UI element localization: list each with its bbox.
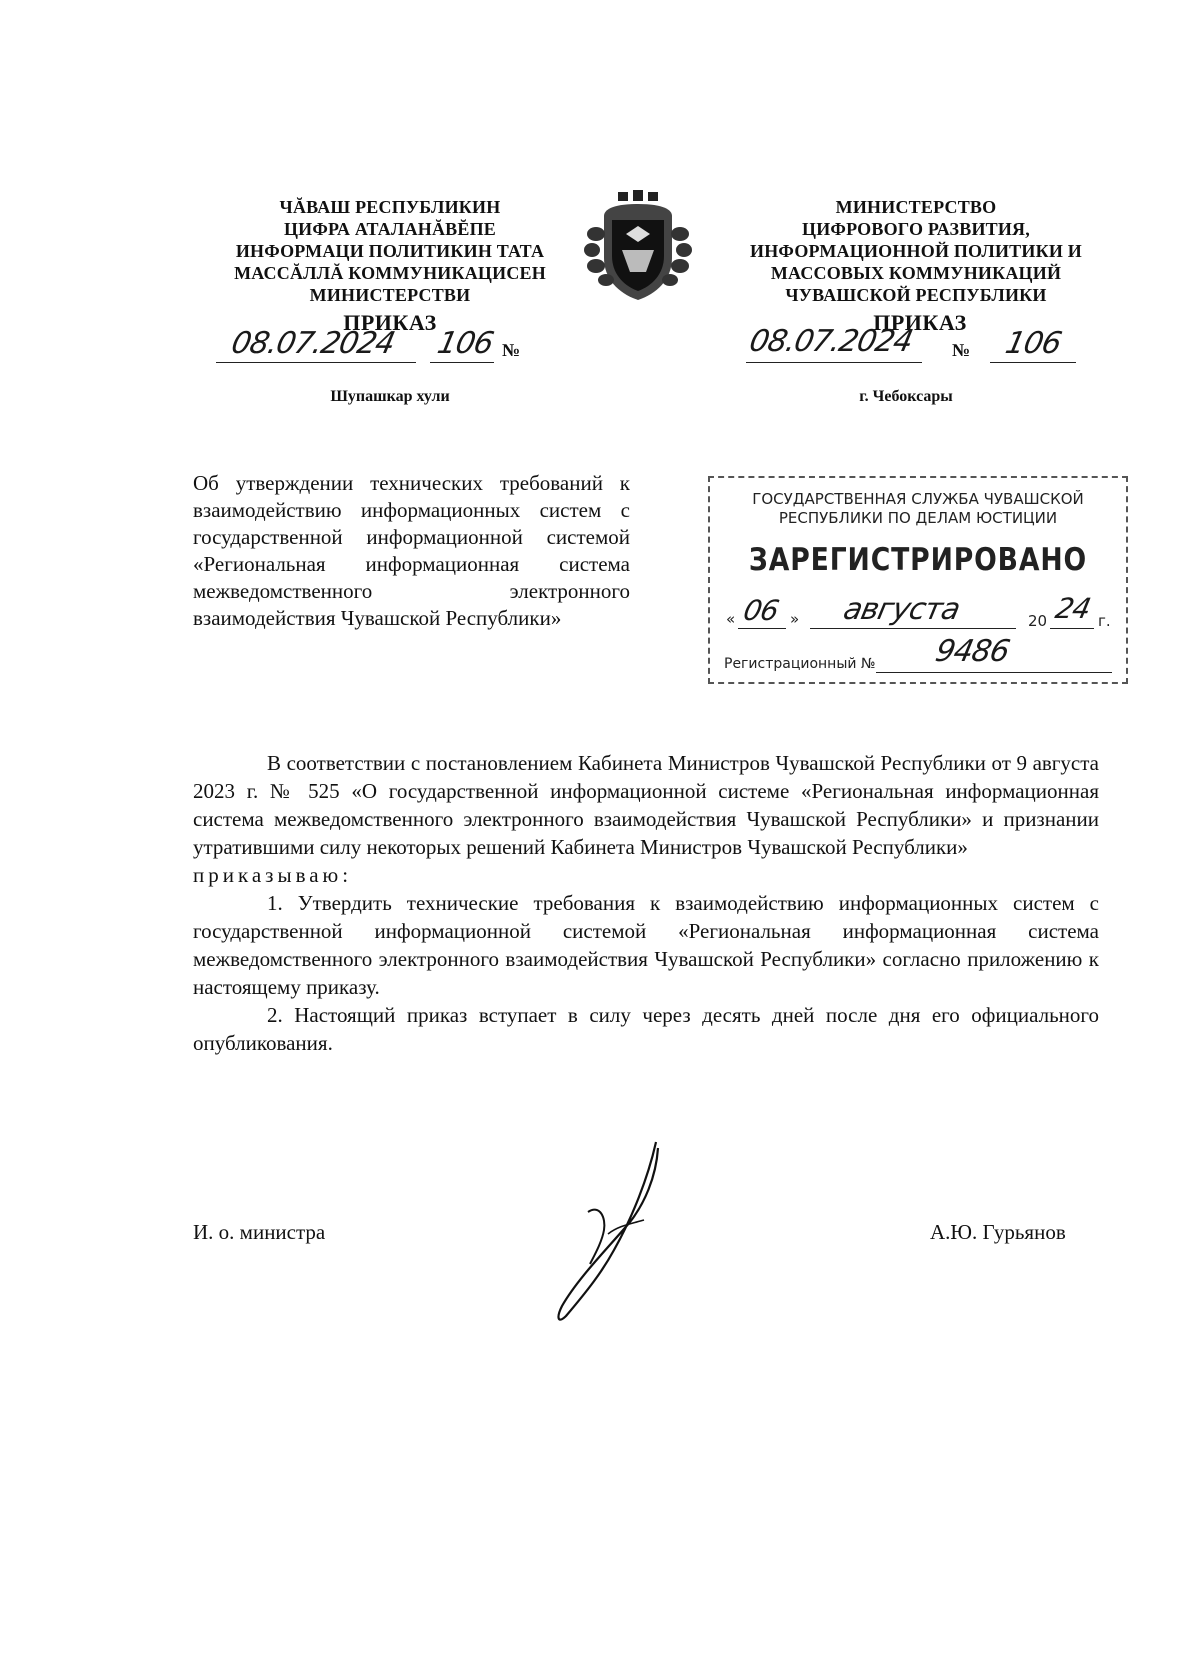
emblem-icon [584,188,692,308]
stamp-year-line [1050,628,1094,629]
handwritten-date-right: 08.07.2024 [746,324,916,359]
body-preamble: В соответствии с постановлением Кабинета Министров Чувашской Республики от 9 августа 2023 г. № 525 «О государственной информационной системе «Региональная информационная система межведомственного электронного взаимодействия Чувашской Республики» и признании утратившими силу некоторых решений Кабинета Министров Чувашской Республики» [193,751,1099,859]
number-line-right [990,362,1076,363]
body-item-1: 1. Утвердить технические требования к взаимодействию информационных систем с государственной информационной системой «Региональная информационная система межведомственного электронного взаимодействия Чувашской Республики» согласно приложению к настоящему приказу. [193,891,1099,999]
stamp-reg-number: 9486 [932,634,1013,669]
stamp-agency: ГОСУДАРСТВЕННАЯ СЛУЖБА ЧУВАШСКОЙ РЕСПУБЛИКИ ПО ДЕЛАМ ЮСТИЦИИ [752,490,1084,527]
handwritten-number-right: 106 [1002,326,1064,361]
handwritten-date-left: 08.07.2024 [228,326,398,361]
date-line-right [746,362,922,363]
stamp-year-prefix: 20 [1028,612,1048,630]
stamp-day: 06 [740,594,782,627]
order-subject: Об утверждении технических требований к взаимодействию информационных систем с государственной информационной системой «Региональная информационная система межведомственного электронного взаимодействия Чувашской Республики» [193,471,630,630]
stamp-reg-line [876,672,1112,673]
number-sign-right: № [952,340,971,360]
order-body [193,749,1099,1057]
signatory-name: А.Ю. Гурьянов [930,1220,1066,1244]
order-title-right: ПРИКАЗ [873,310,967,335]
stamp-day-line [738,628,786,629]
order-title-left: ПРИКАЗ [343,310,437,335]
stamp-status: ЗАРЕГИСТРИРОВАНО [748,542,1088,578]
body-order-word: приказываю: [193,863,353,887]
signatory-position: И. о. министра [193,1220,326,1244]
stamp-quote-close: » [790,610,800,628]
number-line-left [430,362,494,363]
date-line-left [216,362,416,363]
header-right-ministry: МИНИСТЕРСТВО ЦИФРОВОГО РАЗВИТИЯ, ИНФОРМАЦИОННОЙ ПОЛИТИКИ И МАССОВЫХ КОММУНИКАЦИЙ ЧУВАШСКОЙ РЕСПУБЛИКИ [750,197,1082,305]
body-item-2: 2. Настоящий приказ вступает в силу через десять дней после дня его официального опубликования. [193,1003,1099,1055]
city-left: Шупашкар хули [330,388,450,405]
stamp-year-suffix: 24 [1052,592,1094,625]
city-right: г. Чебоксары [859,388,953,405]
number-sign-left: № [502,340,521,360]
stamp-month-line [810,628,1016,629]
handwritten-signature [548,1138,698,1328]
stamp-year-unit: г. [1098,612,1111,630]
stamp-reg-label: Регистрационный № [724,656,876,672]
registration-stamp [708,476,1128,684]
handwritten-number-left: 106 [434,326,496,361]
stamp-quote-open: « [726,610,736,628]
stamp-month: августа [840,592,963,627]
header-left-ministry: ЧĂВАШ РЕСПУБЛИКИН ЦИФРА АТАЛАНĂВĔПЕ ИНФОРМАЦИ ПОЛИТИКИН ТАТА МАССĂЛЛĂ КОММУНИКАЦИСЕН МИНИСТЕРСТВИ [234,197,546,305]
